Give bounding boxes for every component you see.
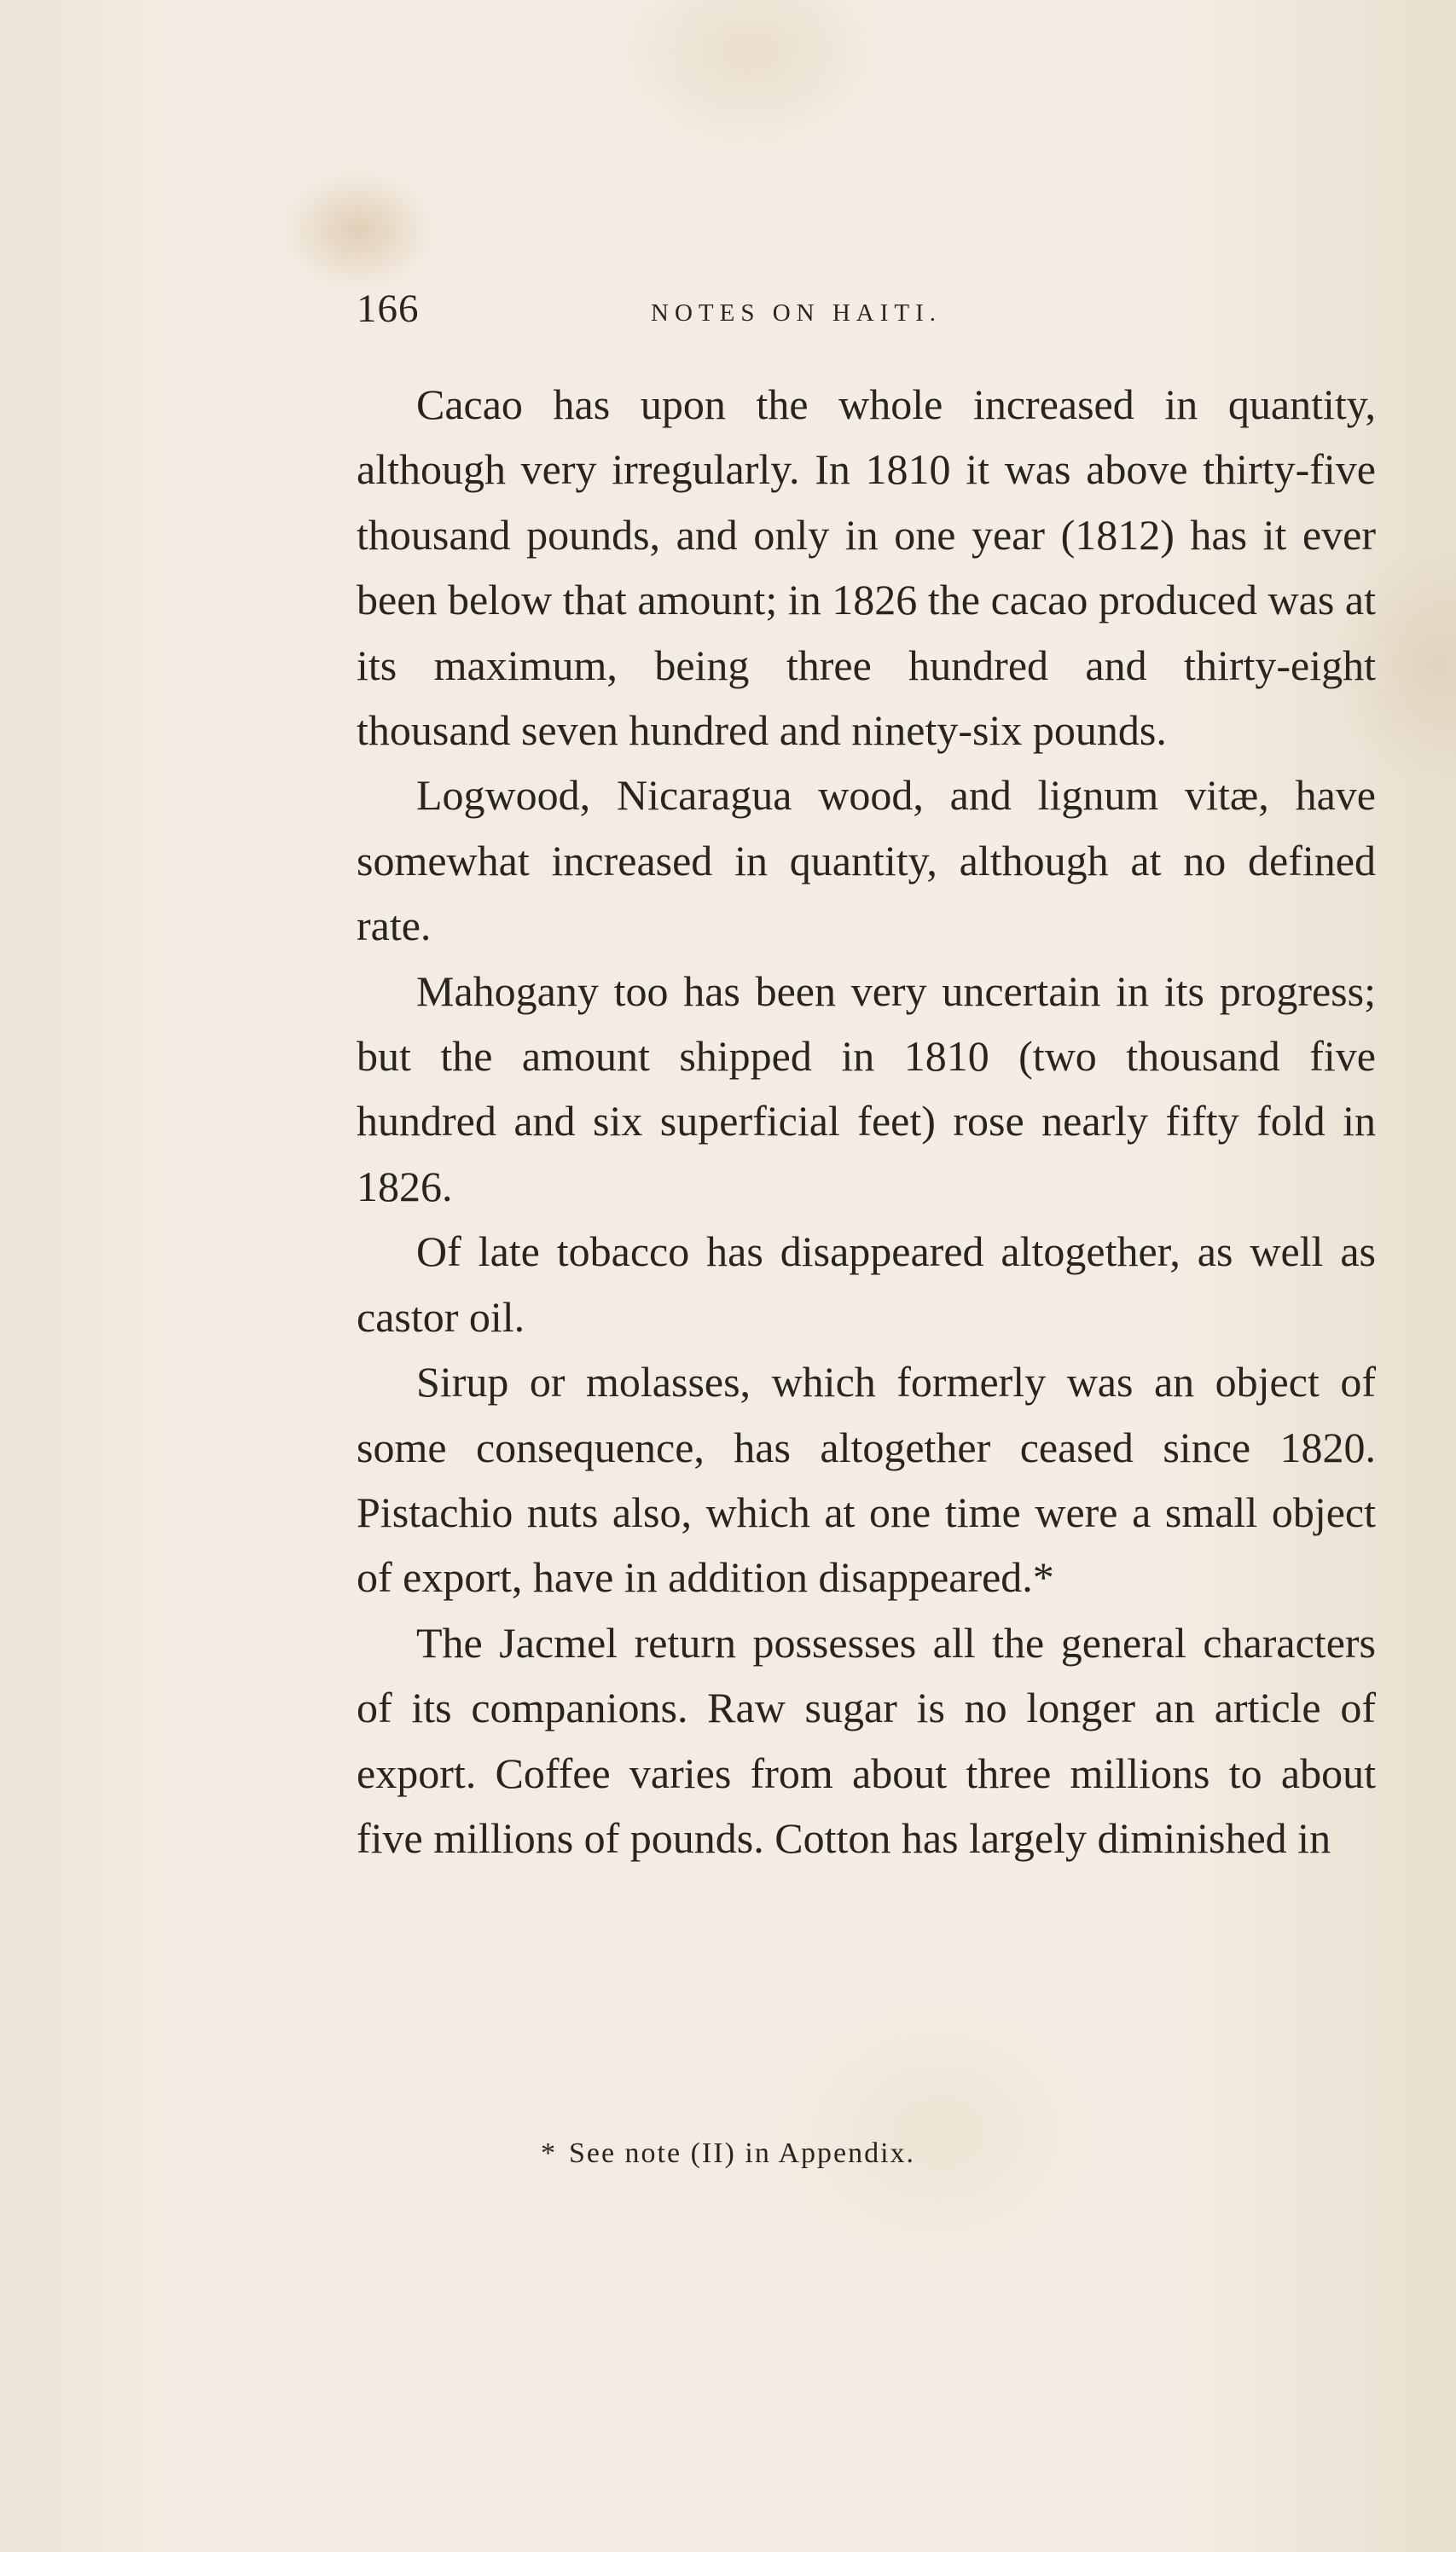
footnote-text: See note (II) in Appendix. (568, 2137, 916, 2169)
page-number: 166 (357, 287, 420, 331)
footnote-marker: * (540, 2137, 557, 2169)
paragraph-logwood: Logwood, Nicaragua wood, and lignum vitæ, have somewhat increased in quantity, although at no defined rate. (357, 771, 1376, 950)
running-head: NOTES ON HAITI. (651, 299, 942, 327)
paragraph-sirup: Sirup or molasses, which formerly was an object of some consequence, has altogether ceased since 1820. Pistachio nuts also, which at one time were a small object of export, have in addition disappeared.* (357, 1358, 1376, 1602)
paragraph-tobacco: Of late tobacco has disappeared altogether, as well as castor oil. (357, 1227, 1376, 1341)
paragraph-mahogany: Mahogany too has been very uncertain in its progress; but the amount shipped in 1810 (two thousand five hundred and six superficial feet) rose nearly fifty fold in 1826. (357, 966, 1376, 1210)
page-header (357, 286, 1380, 345)
footnote (0, 2137, 1456, 2170)
paragraph-cacao: Cacao has upon the whole increased in quantity, although very irregularly. In 1810 it was above thirty-five thousand pounds, and only in one year (1812) has it ever been below that amount; in 1826 the cacao produced was at its maximum, being three hundred and thirty-eight thousand seven hundred and ninety-six pounds. (357, 380, 1376, 755)
paragraph-jacmel: The Jacmel return possesses all the general characters of its companions. Raw sugar is no longer an article of export. Coffee varies from about three millions to about five millions of pounds. Cotton has largely diminished in (357, 1618, 1376, 1862)
body-text (357, 372, 1376, 1870)
